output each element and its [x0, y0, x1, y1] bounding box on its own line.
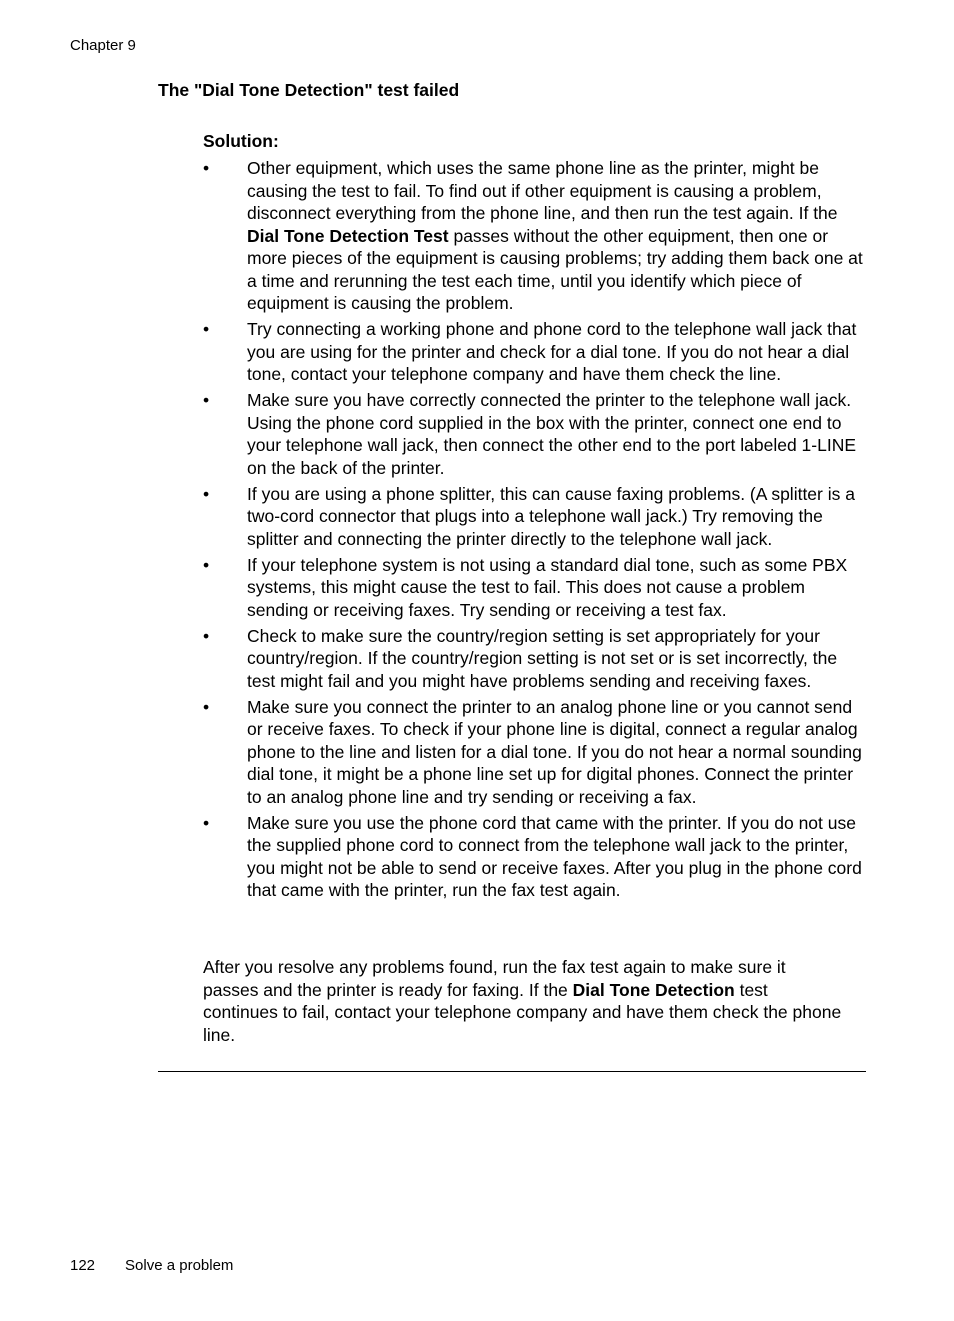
solution-label: Solution: [203, 131, 279, 151]
closing-emphasis: Dial Tone Detection [572, 979, 735, 1000]
bullet-icon: • [203, 696, 210, 717]
list-item [203, 696, 869, 809]
list-item [203, 389, 869, 479]
section-divider [158, 1071, 866, 1072]
list-item [203, 157, 869, 315]
list-item-text: Check to make sure the country/region setting is set appropriately for your country/region. If the country/region setting is not set or is set incorrectly, the test might fail and you might have problems sending and receiving faxes. [247, 625, 838, 691]
page-footer [70, 1257, 233, 1274]
list-item-text: passes without the other equipment, then one or more pieces of the equipment is causing problems; try adding them back one at a time and rerunning the test each time, until you identify which piece of equipment is causing the problem. [247, 225, 863, 313]
list-item-text: Make sure you use the phone cord that came with the printer. If you do not use the supplied phone cord to connect from the telephone wall jack to the printer, you might not be able to send or receive faxes. After you plug in the phone cord that came with the printer, run the fax test again. [247, 812, 862, 900]
bullet-icon: • [203, 319, 210, 339]
list-item [203, 625, 869, 693]
closing-text: test continues to fail, contact your telephone company and have them check the phone line. [203, 979, 842, 1045]
section-heading: The "Dial Tone Detection" test failed [158, 80, 460, 100]
list-item [203, 812, 869, 902]
bullet-icon: • [203, 158, 210, 178]
list-item-text: Make sure you have correctly connected the printer to the telephone wall jack. Using the phone cord supplied in the box with the printer, connect one end to your telephone wall jack, then connect the other end to the port labeled 1-LINE on the back of the printer. [247, 390, 857, 478]
list-item-text: Try connecting a working phone and phone cord to the telephone wall jack that you are using for the printer and check for a dial tone. If you do not hear a dial tone, contact your telephone company and have them check the line. [247, 319, 857, 384]
bullet-icon: • [203, 812, 210, 833]
closing-paragraph [203, 956, 843, 1046]
solution-list [203, 157, 869, 905]
list-item [203, 318, 869, 386]
footer-section-title: Solve a problem [125, 1257, 234, 1274]
list-item [203, 554, 869, 622]
list-item-text: Make sure you connect the printer to an analog phone line or you cannot send or receive faxes. To check if your phone line is digital, connect a regular analog phone to the line and listen for a dial tone. If you do not hear a normal sounding dial tone, it might be a phone line set up for digital phones. Connect the printer to an analog phone line and try sending or receiving a fax. [247, 696, 862, 807]
bullet-icon: • [203, 625, 210, 646]
page-number: 122 [70, 1257, 96, 1274]
list-item [203, 483, 869, 551]
list-item-emphasis: Dial Tone Detection Test [247, 225, 449, 246]
bullet-icon: • [203, 483, 210, 504]
list-item-text: If you are using a phone splitter, this can cause faxing problems. (A splitter is a two-cord connector that plugs into a telephone wall jack.) Try removing the splitter and connecting the printer directly to the telephone wall jack. [247, 483, 855, 549]
bullet-icon: • [203, 390, 210, 410]
chapter-label: Chapter 9 [70, 37, 136, 54]
list-item-text: Other equipment, which uses the same phone line as the printer, might be causing the test to fail. To find out if other equipment is causing a problem, disconnect everything from the phone line, and then run the test again. If the [247, 158, 838, 223]
closing-text: After you resolve any problems found, run the fax test again to make sure it passes and the printer is ready for faxing. If the [203, 957, 786, 1000]
list-item-text: If your telephone system is not using a standard dial tone, such as some PBX systems, this might cause the test to fail. This does not cause a problem sending or receiving faxes. Try sending or receiving a test fax. [247, 554, 848, 620]
bullet-icon: • [203, 554, 210, 575]
